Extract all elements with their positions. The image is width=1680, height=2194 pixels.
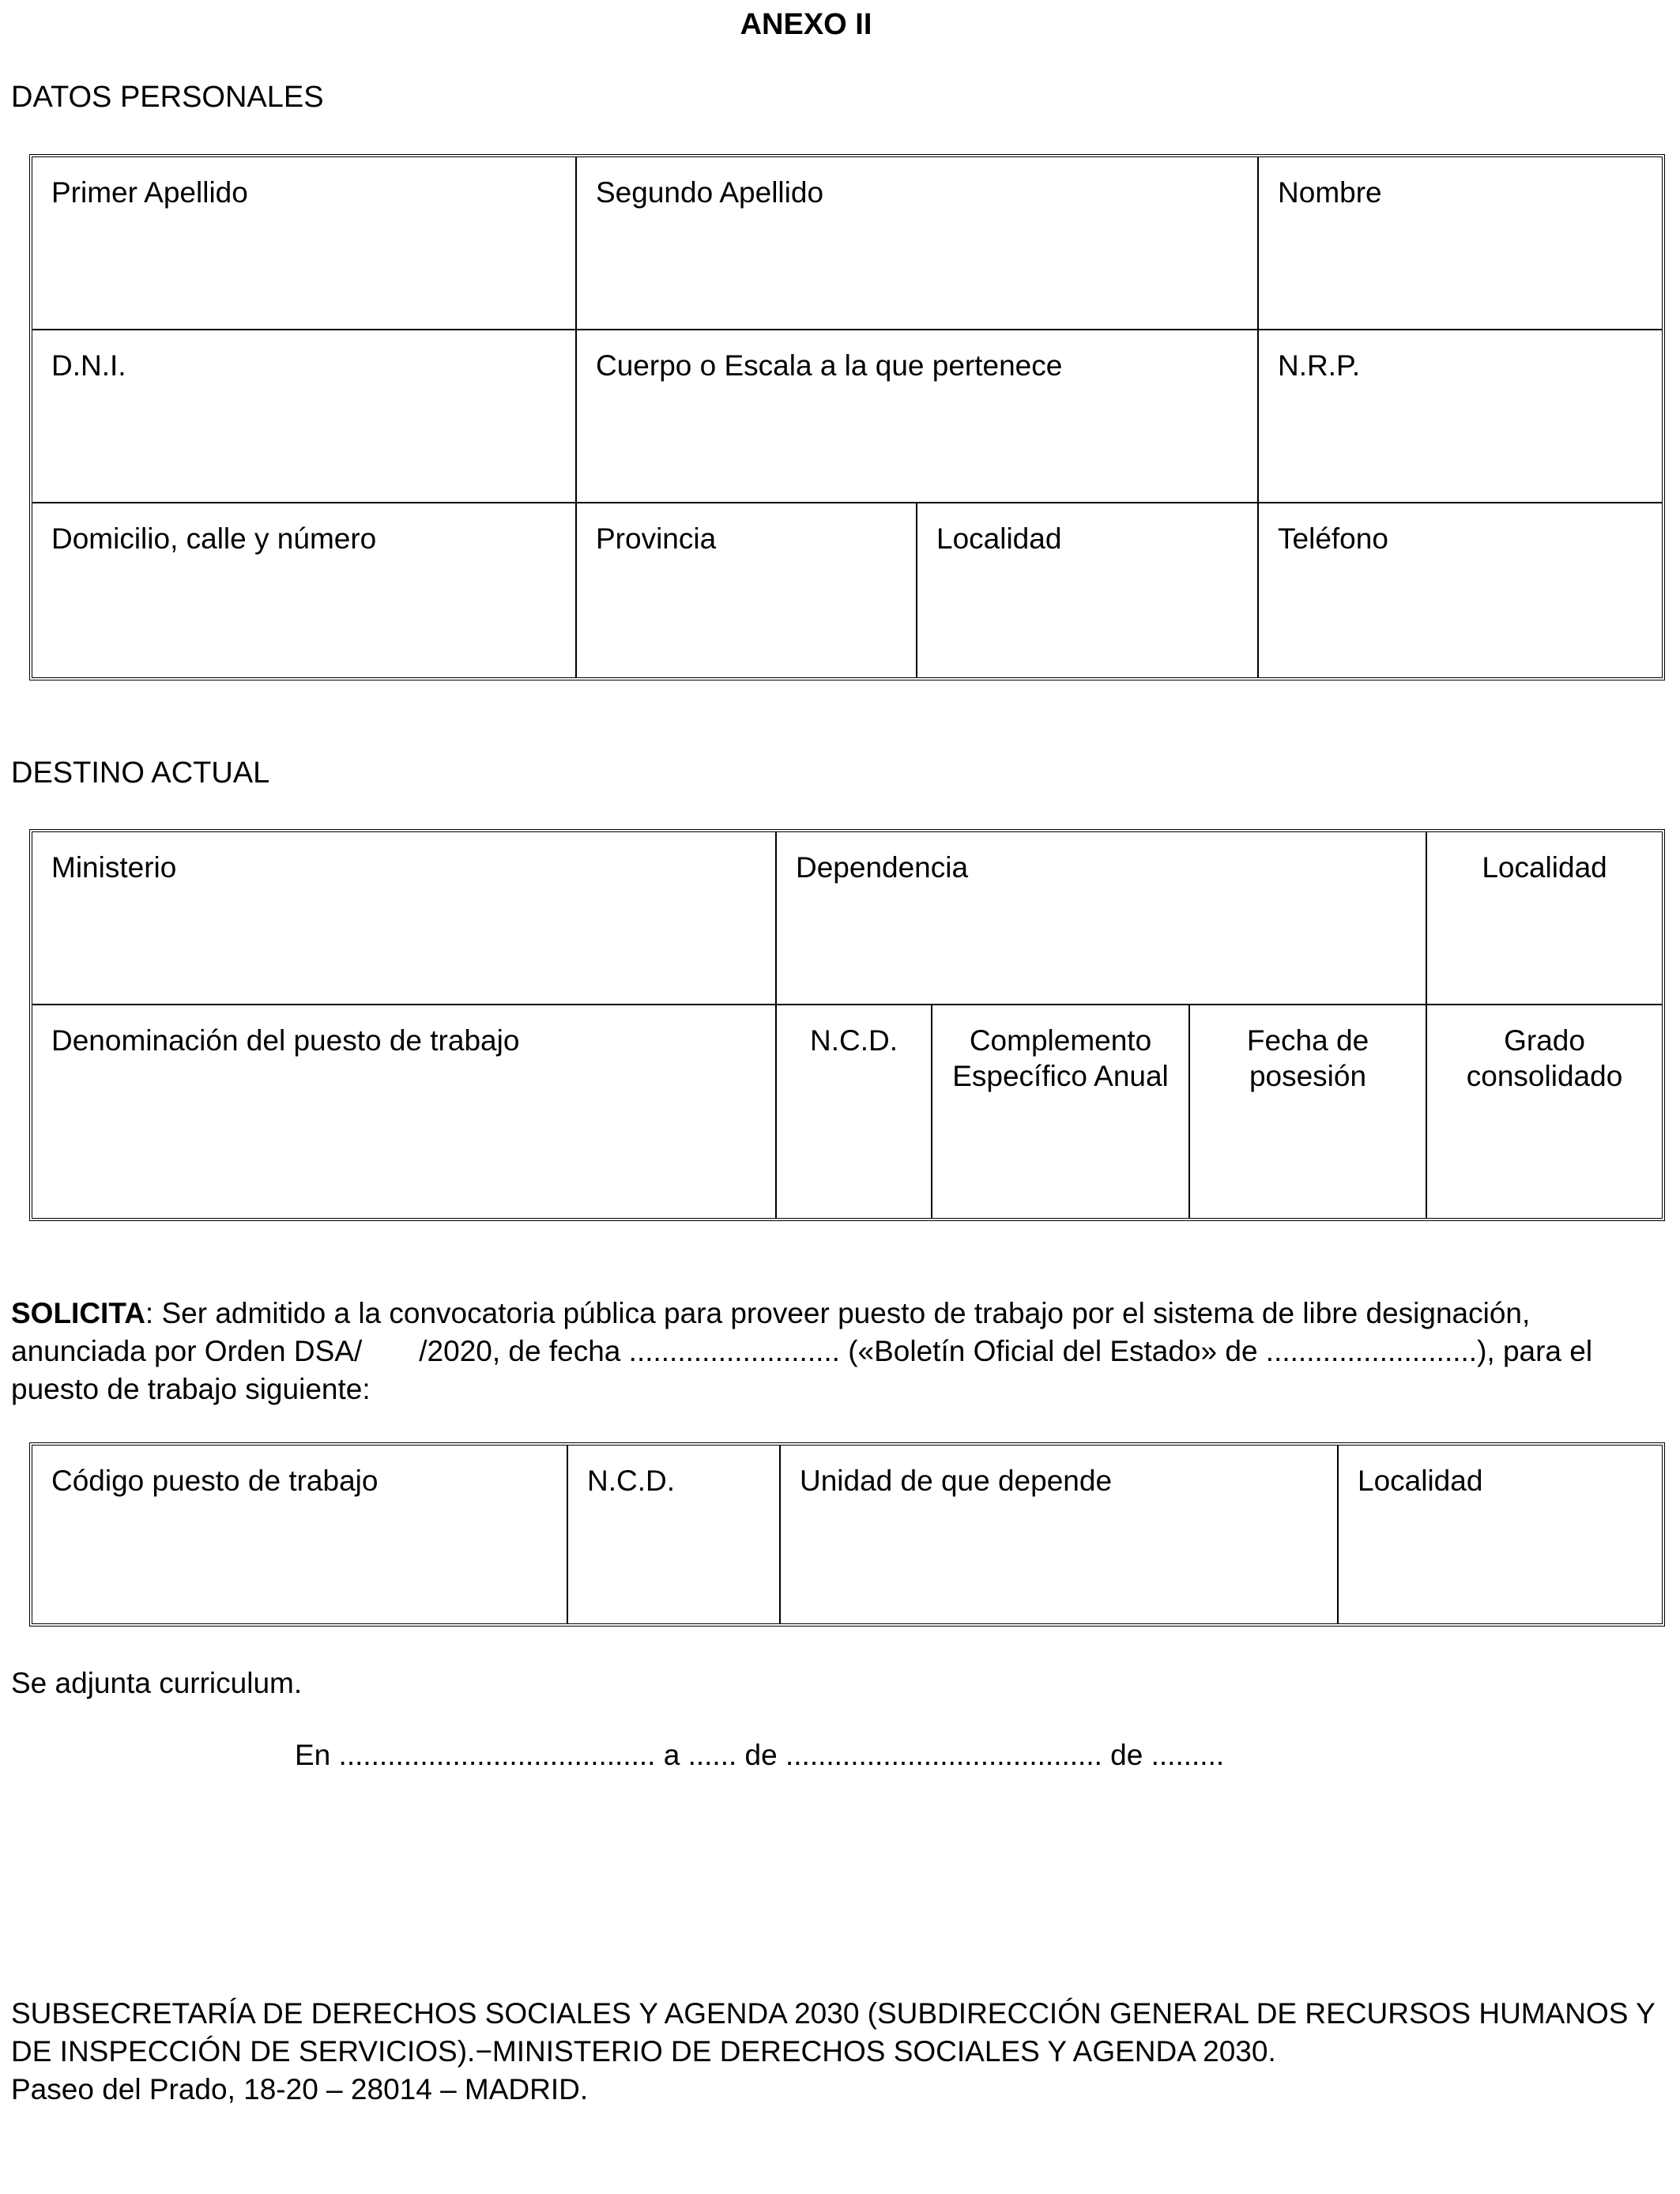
field-localidad[interactable]: Localidad [917,503,1259,677]
field-telefono[interactable]: Teléfono [1278,522,1388,555]
field-grado-consolidado[interactable]: Grado consolidado [1466,1024,1623,1093]
destino-actual-table [29,829,1665,1221]
solicita-paragraph [11,1295,1671,1408]
adjunta-curriculum: Se adjunta curriculum. [11,1667,303,1699]
footer-line-1: SUBSECRETARÍA DE DERECHOS SOCIALES Y AGENDA 2030 (SUBDIRECCIÓN GENERAL DE RECURSOS HUMANOS Y DE INSPECCIÓN DE SERVICIOS).−MINISTERIO DE DERECHOS SOCIALES Y AGENDA 2030. [11,1997,1656,2068]
field-primer-apellido[interactable]: Primer Apellido [32,157,577,330]
field-denominacion-puesto[interactable]: Denominación del puesto de trabajo [32,1005,777,1218]
field-cuerpo-escala[interactable]: Cuerpo o Escala a la que pertenece [577,330,1259,503]
field-localidad-puesto[interactable]: Localidad [1358,1465,1483,1497]
field-localidad-destino[interactable]: Localidad [1427,832,1662,1005]
field-fecha-posesion[interactable]: Fecha de posesión [1190,1005,1427,1218]
date-place-line[interactable]: En ....................................... a ...... de ....................................... de ......... [295,1739,1225,1771]
solicita-label: SOLICITA [11,1297,145,1329]
field-provincia[interactable]: Provincia [577,503,917,677]
field-codigo-puesto[interactable]: Código puesto de trabajo [32,1446,568,1623]
field-dependencia[interactable]: Dependencia [777,832,1427,1005]
footer-line-2: Paseo del Prado, 18-20 – 28014 – MADRID. [11,2073,589,2106]
solicita-text-1: : Ser admitido a la convocatoria pública para proveer puesto de trabajo por el sistema de libre designación, anunciada por Orden DSA/ [11,1297,1531,1368]
field-ministerio[interactable]: Ministerio [32,832,777,1005]
footer-address [11,1995,1671,2109]
puesto-solicitado-table [29,1442,1665,1627]
field-domicilio[interactable]: Domicilio, calle y número [32,503,577,677]
field-ncd[interactable]: N.C.D. [777,1005,932,1218]
datos-personales-table [29,154,1665,680]
field-complemento-especifico[interactable]: Complemento Específico Anual [932,1005,1190,1218]
field-nombre[interactable]: Nombre [1259,157,1662,330]
field-nrp[interactable]: N.R.P. [1259,330,1662,503]
field-dni[interactable]: D.N.I. [32,330,577,503]
field-ncd-puesto[interactable]: N.C.D. [568,1446,781,1623]
solicita-text-2: /2020, de fecha .......................... («Boletín Oficial del Estado» de ..........................), para el puesto de trabajo siguiente: [11,1335,1593,1406]
section-heading-destino-actual: DESTINO ACTUAL [11,756,270,790]
field-unidad-depende[interactable]: Unidad de que depende [781,1446,1339,1623]
page-title: ANEXO II [740,8,872,41]
section-heading-datos-personales: DATOS PERSONALES [11,81,324,114]
field-segundo-apellido[interactable]: Segundo Apellido [577,157,1259,330]
